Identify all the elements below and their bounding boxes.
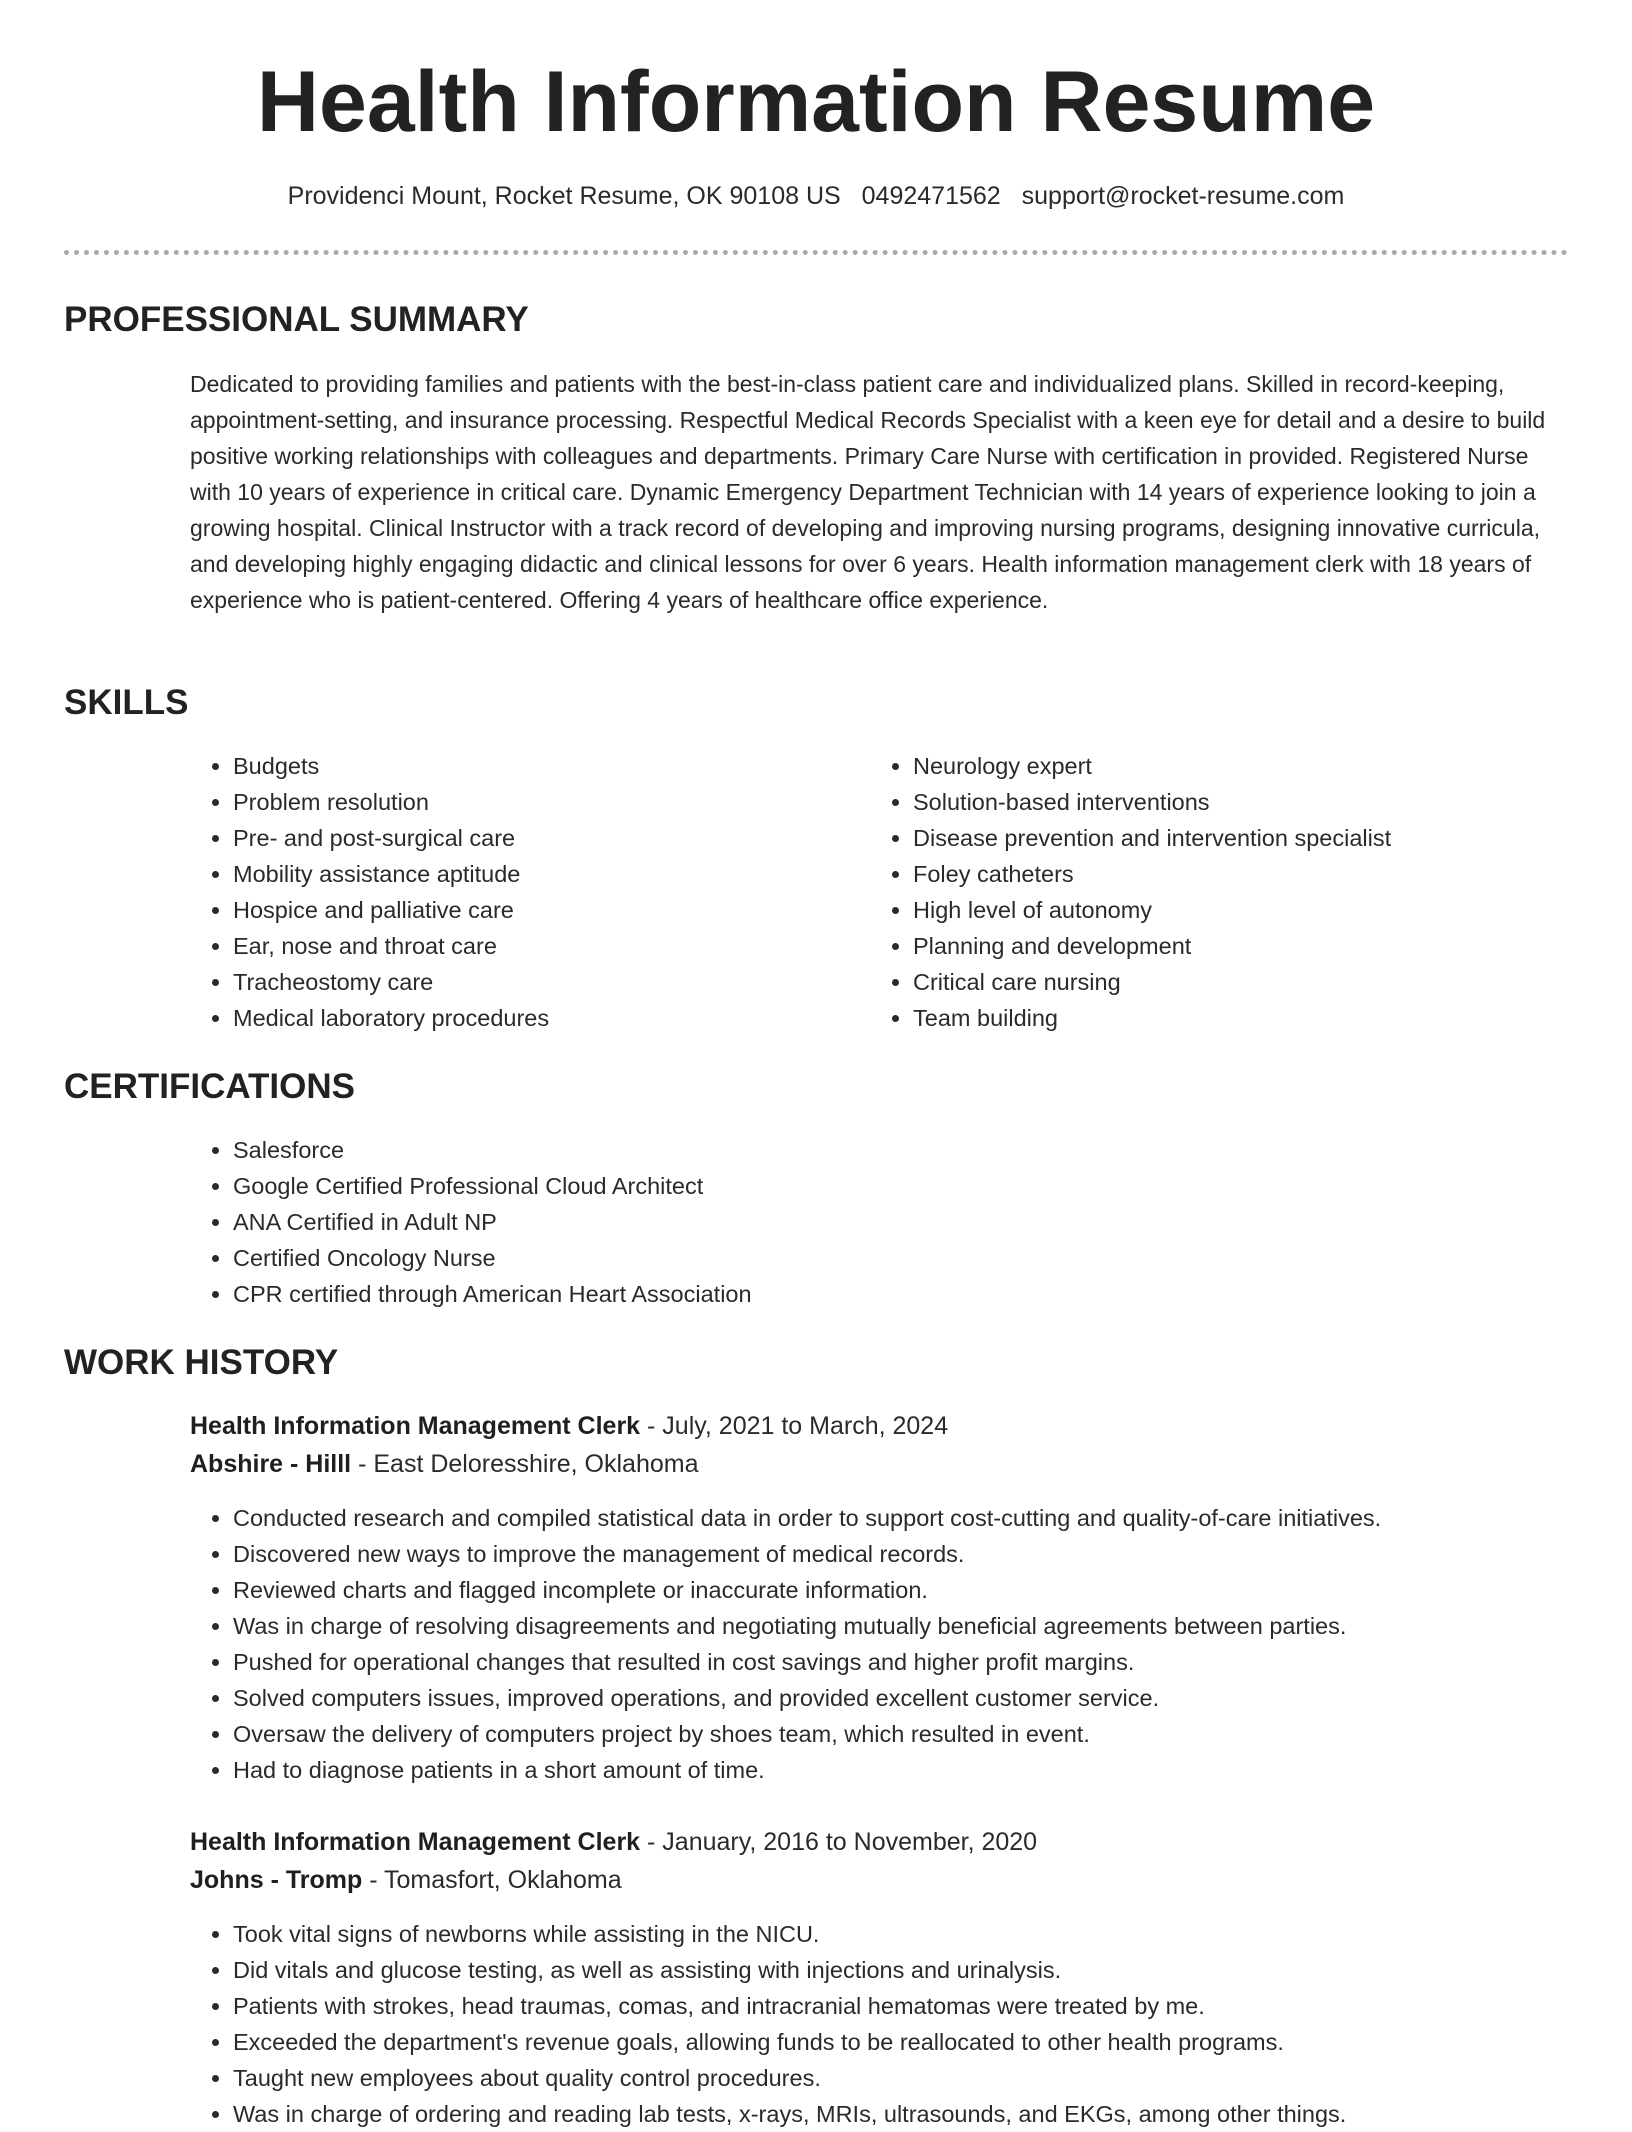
job-duty-item: • Patients with strokes, head traumas, comas, and intracranial hematomas were treated by me.	[233, 1988, 1570, 2024]
contact-line	[0, 180, 1632, 212]
contact-address: Providenci Mount, Rocket Resume, OK 90108 US	[287, 182, 841, 210]
job-location: - East Deloresshire, Oklahoma	[358, 1450, 699, 1478]
skills-column-right	[870, 748, 1391, 1036]
skill-item: • Critical care nursing	[913, 964, 1391, 1000]
skill-item: • Hospice and palliative care	[233, 892, 549, 928]
job-duty-item: • Exceeded the department's revenue goals, allowing funds to be reallocated to other health programs.	[233, 2024, 1570, 2060]
section-title-certifications: CERTIFICATIONS	[64, 1067, 356, 1106]
skill-item: • High level of autonomy	[913, 892, 1391, 928]
certifications-list	[190, 1132, 752, 1312]
skill-item: • Tracheostomy care	[233, 964, 549, 1000]
job-duties-list	[190, 1916, 1570, 2132]
job-title-line	[190, 1823, 1037, 1861]
skill-item: • Disease prevention and intervention specialist	[913, 820, 1391, 856]
job-company-line	[190, 1445, 699, 1483]
skill-item: • Ear, nose and throat care	[233, 928, 549, 964]
skill-item: • Pre- and post-surgical care	[233, 820, 549, 856]
skill-item: • Foley catheters	[913, 856, 1391, 892]
skill-item: • Team building	[913, 1000, 1391, 1036]
certification-item: • Google Certified Professional Cloud Architect	[233, 1168, 752, 1204]
certification-item: • Certified Oncology Nurse	[233, 1240, 752, 1276]
certification-item: • CPR certified through American Heart Association	[233, 1276, 752, 1312]
job-title: Health Information Management Clerk	[190, 1412, 641, 1440]
job-duty-item: • Reviewed charts and flagged incomplete or inaccurate information.	[233, 1572, 1570, 1608]
job-duty-item: • Pushed for operational changes that resulted in cost savings and higher profit margins.	[233, 1644, 1570, 1680]
job-dates: - July, 2021 to March, 2024	[647, 1412, 949, 1440]
skill-item: • Planning and development	[913, 928, 1391, 964]
certification-item: • Salesforce	[233, 1132, 752, 1168]
job-duty-item: • Took vital signs of newborns while assisting in the NICU.	[233, 1916, 1570, 1952]
job-duty-item: • Discovered new ways to improve the management of medical records.	[233, 1536, 1570, 1572]
section-title-skills: SKILLS	[64, 683, 189, 722]
skills-column-left	[190, 748, 549, 1036]
job-duty-item: • Conducted research and compiled statistical data in order to support cost-cutting and quality-of-care initiatives.	[233, 1500, 1570, 1536]
skill-item: • Budgets	[233, 748, 549, 784]
skill-item: • Problem resolution	[233, 784, 549, 820]
skill-item: • Medical laboratory procedures	[233, 1000, 549, 1036]
job-duty-item: • Oversaw the delivery of computers project by shoes team, which resulted in event.	[233, 1716, 1570, 1752]
skill-item: • Solution-based interventions	[913, 784, 1391, 820]
header-divider	[64, 250, 1568, 255]
skill-item: • Neurology expert	[913, 748, 1391, 784]
job-duty-item: • Was in charge of resolving disagreements and negotiating mutually beneficial agreements between parties.	[233, 1608, 1570, 1644]
job-title: Health Information Management Clerk	[190, 1828, 641, 1856]
job-duty-item: • Did vitals and glucose testing, as well as assisting with injections and urinalysis.	[233, 1952, 1570, 1988]
job-duty-item: • Was in charge of ordering and reading lab tests, x-rays, MRIs, ultrasounds, and EKGs, among other things.	[233, 2096, 1570, 2132]
resume-header	[0, 0, 1632, 212]
contact-phone: 0492471562	[861, 182, 1001, 210]
job-company: Johns - Tromp	[190, 1866, 363, 1894]
job-company: Abshire - Hilll	[190, 1450, 352, 1478]
job-duty-item: • Had to diagnose patients in a short amount of time.	[233, 1752, 1570, 1788]
section-title-summary: PROFESSIONAL SUMMARY	[64, 300, 529, 339]
resume-title: Health Information Resume	[256, 54, 1376, 150]
skill-item: • Mobility assistance aptitude	[233, 856, 549, 892]
job-duty-item: • Solved computers issues, improved operations, and provided excellent customer service.	[233, 1680, 1570, 1716]
job-location: - Tomasfort, Oklahoma	[369, 1866, 622, 1894]
job-duty-item: • Taught new employees about quality control procedures.	[233, 2060, 1570, 2096]
job-company-line	[190, 1861, 622, 1899]
certification-item: • ANA Certified in Adult NP	[233, 1204, 752, 1240]
job-title-line	[190, 1407, 948, 1445]
contact-email: support@rocket-resume.com	[1021, 182, 1345, 210]
job-dates: - January, 2016 to November, 2020	[647, 1828, 1038, 1856]
section-title-work-history: WORK HISTORY	[64, 1343, 339, 1382]
summary-text: Dedicated to providing families and patients with the best-in-class patient care and individualized plans. Skilled in record-keeping, appointment-setting, and insurance processing. Respectful Medical Records Specialist with a keen eye for detail and a desire to build positive working relationships with colleagues and departments. Primary Care Nurse with certification in provided. Registered Nurse with 10 years of experience in critical care. Dynamic Emergency Department Technician with 14 years of experience looking to join a growing hospital. Clinical Instructor with a track record of developing and improving nursing programs, designing innovative curricula, and developing highly engaging didactic and clinical lessons for over 6 years. Health information management clerk with 18 years of experience who is patient-centered. Offering 4 years of healthcare office experience.	[190, 371, 1546, 613]
job-duties-list	[190, 1500, 1570, 1788]
